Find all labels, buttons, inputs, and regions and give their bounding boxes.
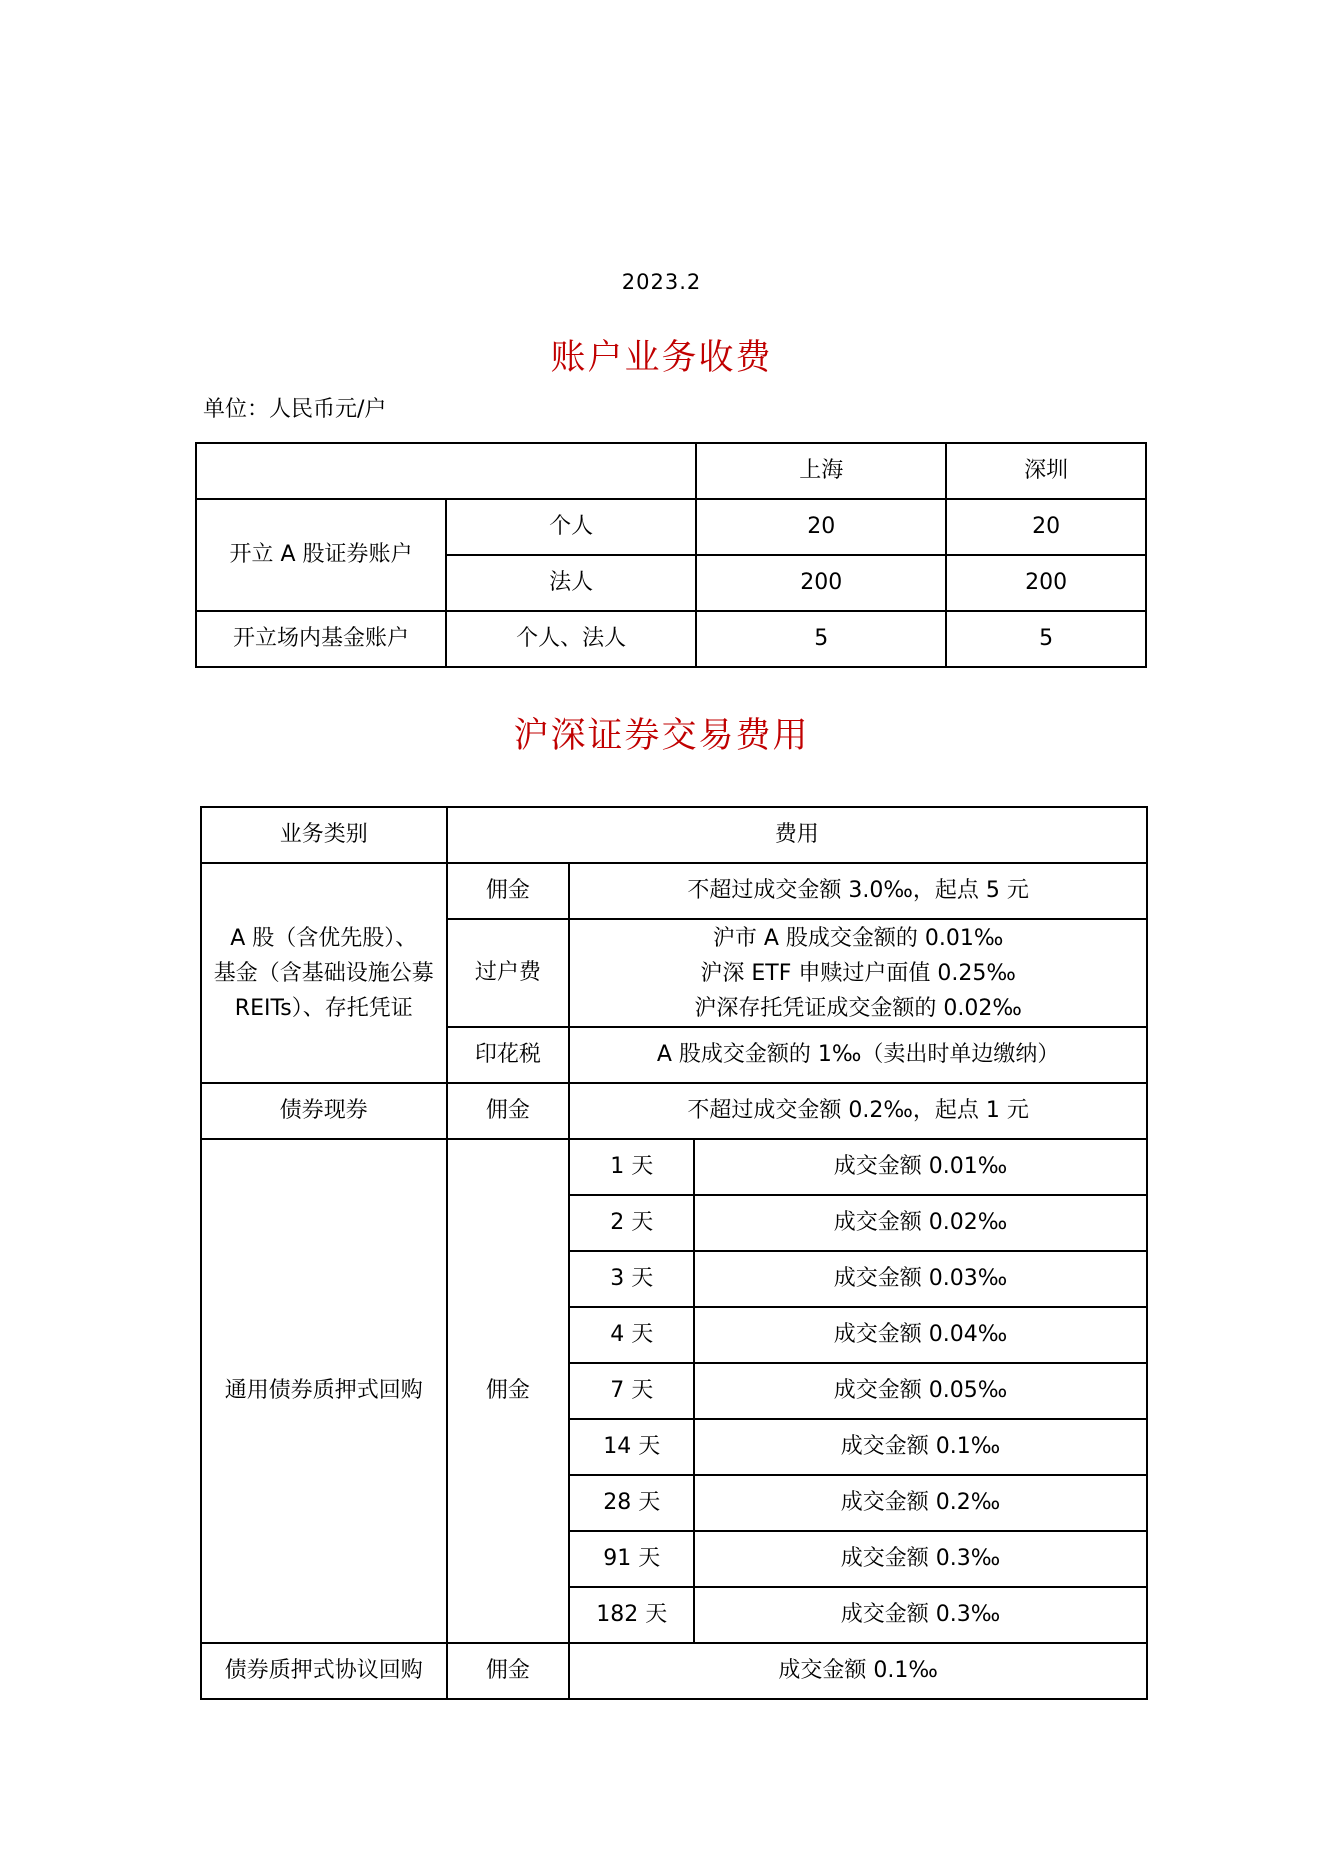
table-row [201, 863, 1147, 919]
fee-shenzhen: 5 [946, 611, 1146, 667]
unit-label: 单位：人民币元/户 [203, 397, 387, 422]
account-fees-title: 账户业务收费 [550, 338, 773, 378]
table-row [201, 1139, 1147, 1195]
stamp-fee: A 股成交金额的 1‰（卖出时单边缴纳） [569, 1027, 1147, 1083]
agreement-repo-category: 债券质押式协议回购 [201, 1643, 447, 1699]
fee-shenzhen: 200 [946, 555, 1146, 611]
transfer-label: 过户费 [447, 919, 570, 1027]
table-row [196, 443, 1146, 499]
repo-term: 14 天 [569, 1419, 694, 1475]
header-blank-cell [196, 443, 696, 499]
commission-label: 佣金 [447, 1083, 570, 1139]
repo-term: 1 天 [569, 1139, 694, 1195]
table-row [201, 807, 1147, 863]
fee-shanghai: 20 [696, 499, 946, 555]
repo-fee: 成交金额 0.3‰ [694, 1531, 1147, 1587]
open-fund-label: 开立场内基金账户 [196, 611, 446, 667]
trading-fees-title: 沪深证券交易费用 [513, 716, 810, 756]
repo-fee: 成交金额 0.05‰ [694, 1363, 1147, 1419]
open-a-share-label: 开立 A 股证券账户 [196, 499, 446, 611]
category-line: A 股（含优先股）、 [230, 925, 418, 951]
repo-term: 3 天 [569, 1251, 694, 1307]
repo-term: 28 天 [569, 1475, 694, 1531]
header-fee: 费用 [447, 807, 1147, 863]
table-row [196, 499, 1146, 555]
document-date: 2023.2 [621, 270, 702, 294]
repo-fee: 成交金额 0.1‰ [694, 1419, 1147, 1475]
repo-category: 通用债券质押式回购 [201, 1139, 447, 1643]
fee-shanghai: 5 [696, 611, 946, 667]
repo-fee: 成交金额 0.3‰ [694, 1587, 1147, 1643]
fee-shanghai: 200 [696, 555, 946, 611]
repo-term: 182 天 [569, 1587, 694, 1643]
table-row [201, 1083, 1147, 1139]
agreement-repo-fee: 成交金额 0.1‰ [569, 1643, 1147, 1699]
account-type: 个人 [446, 499, 696, 555]
commission-fee: 不超过成交金额 3.0‰，起点 5 元 [569, 863, 1147, 919]
repo-fee: 成交金额 0.03‰ [694, 1251, 1147, 1307]
account-type: 法人 [446, 555, 696, 611]
repo-fee: 成交金额 0.01‰ [694, 1139, 1147, 1195]
header-shanghai: 上海 [696, 443, 946, 499]
repo-term: 4 天 [569, 1307, 694, 1363]
stamp-label: 印花税 [447, 1027, 570, 1083]
account-fees-table [195, 442, 1147, 668]
fee-shenzhen: 20 [946, 499, 1146, 555]
repo-term: 2 天 [569, 1195, 694, 1251]
a-share-category [201, 863, 447, 1083]
repo-fee: 成交金额 0.04‰ [694, 1307, 1147, 1363]
account-type: 个人、法人 [446, 611, 696, 667]
header-category: 业务类别 [201, 807, 447, 863]
repo-term: 7 天 [569, 1363, 694, 1419]
transfer-line: 沪深存托凭证成交金额的 0.02‰ [694, 995, 1022, 1021]
table-row [196, 611, 1146, 667]
trading-fees-table [200, 806, 1148, 1700]
repo-term: 91 天 [569, 1531, 694, 1587]
commission-label: 佣金 [447, 1643, 570, 1699]
category-line: REITs）、存托凭证 [234, 995, 413, 1021]
commission-label: 佣金 [447, 1139, 570, 1643]
table-row [201, 1643, 1147, 1699]
bond-spot-category: 债券现券 [201, 1083, 447, 1139]
repo-fee: 成交金额 0.02‰ [694, 1195, 1147, 1251]
bond-spot-fee: 不超过成交金额 0.2‰，起点 1 元 [569, 1083, 1147, 1139]
commission-label: 佣金 [447, 863, 570, 919]
repo-fee: 成交金额 0.2‰ [694, 1475, 1147, 1531]
transfer-line: 沪市 A 股成交金额的 0.01‰ [712, 925, 1004, 951]
header-shenzhen: 深圳 [946, 443, 1146, 499]
category-line: 基金（含基础设施公募 [213, 960, 434, 986]
transfer-line: 沪深 ETF 申赎过户面值 0.25‰ [700, 960, 1016, 986]
transfer-fee [569, 919, 1147, 1027]
